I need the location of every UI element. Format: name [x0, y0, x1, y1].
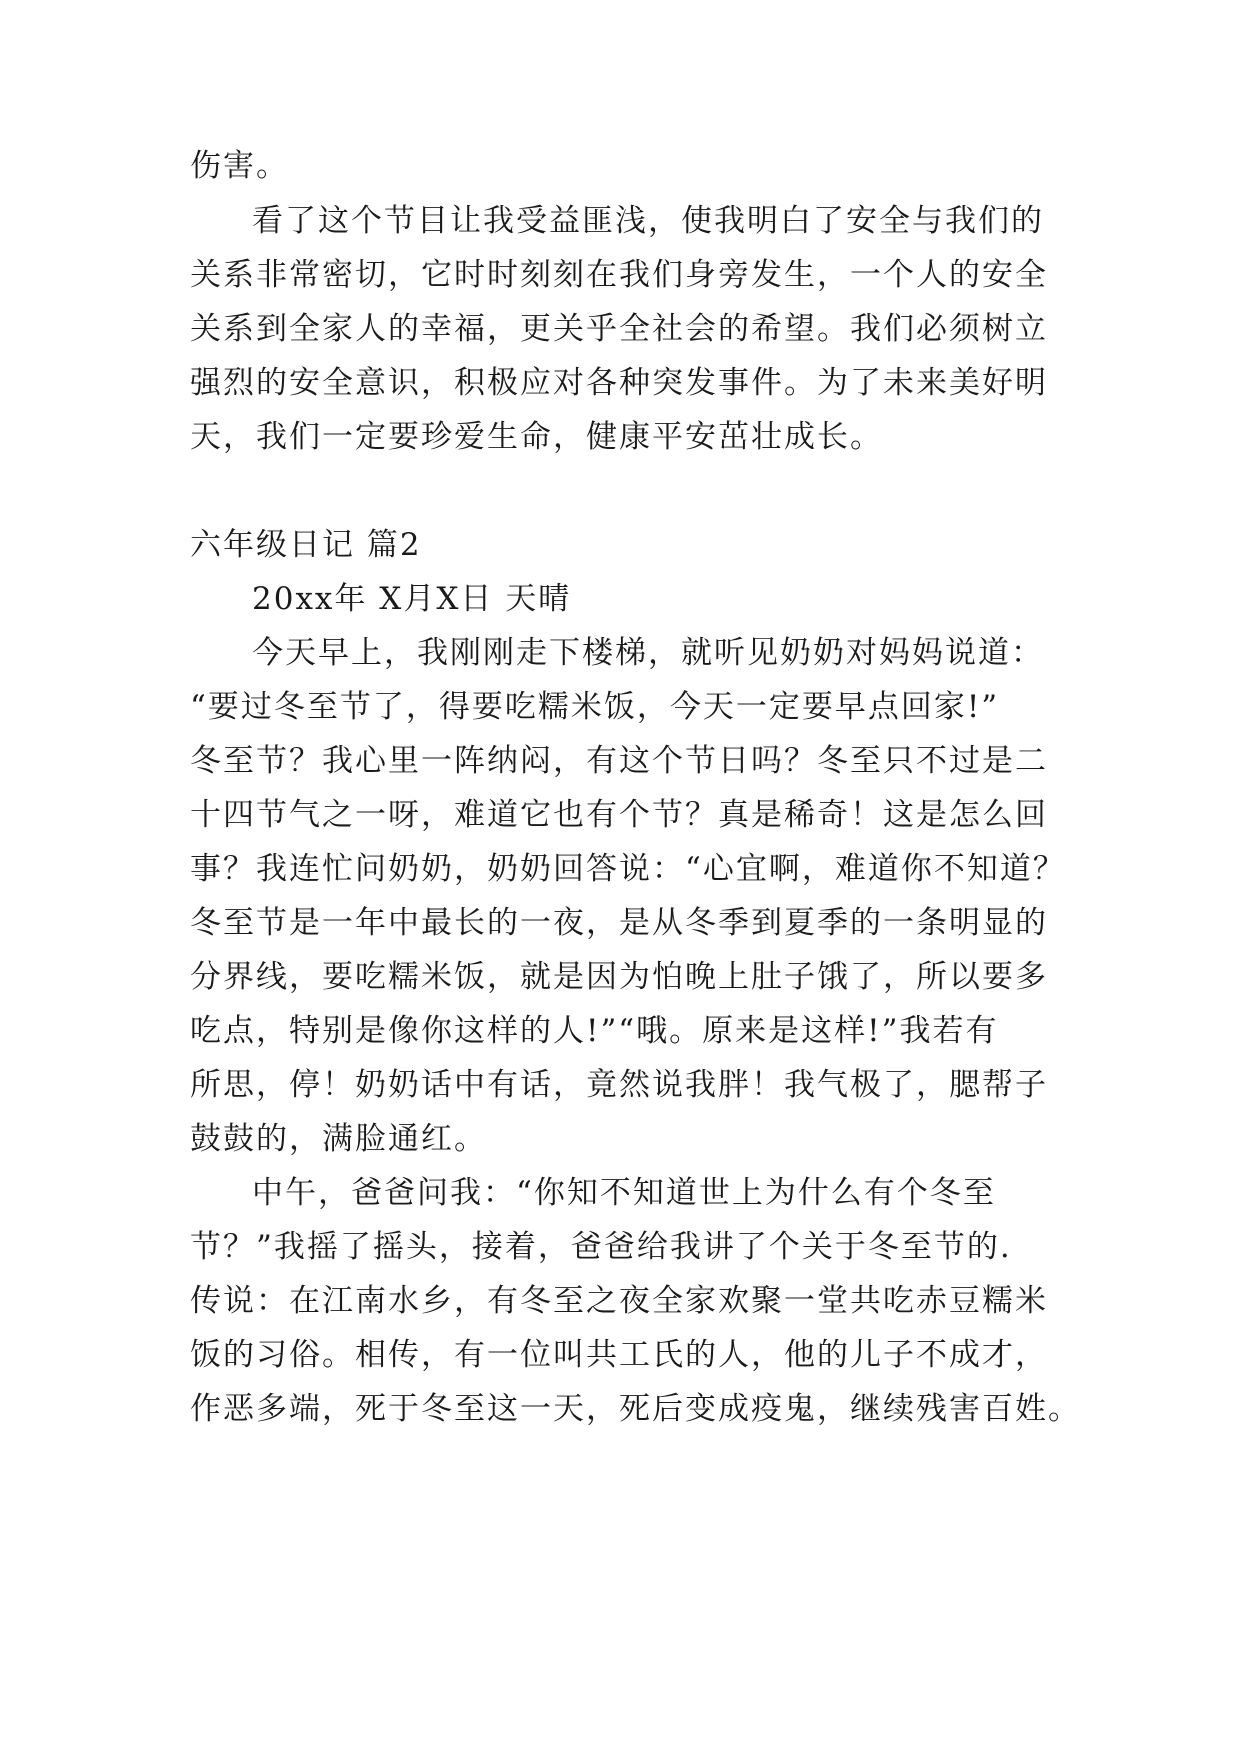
text-line: 冬至节？我心里一阵纳闷，有这个节日吗？冬至只不过是二 [190, 743, 1048, 779]
text-line: 冬至节是一年中最长的一夜，是从冬季到夏季的一条明显的 [190, 905, 1048, 941]
text-line: 伤害。 [190, 148, 289, 184]
paragraph-first-line: 看了这个节目让我受益匪浅，使我明白了安全与我们的 [252, 203, 1044, 239]
section-heading: 六年级日记 篇2 [190, 527, 422, 563]
text-line: 作恶多端，死于冬至这一天，死后变成疫鬼，继续残害百姓。 [190, 1391, 1081, 1427]
text-line: “要过冬至节了，得要吃糯米饭，今天一定要早点回家!” [190, 689, 1000, 725]
text-line: 所思，停！奶奶话中有话，竟然说我胖！我气极了，腮帮子 [190, 1067, 1048, 1103]
text-line: 事？我连忙问奶奶，奶奶回答说：“心宜啊，难道你不知道？ [190, 851, 1066, 887]
text-line: 关系到全家人的幸福，更关乎全社会的希望。我们必须树立 [190, 311, 1048, 347]
diary-date-line: 20xx年 X月X日 天晴 [252, 581, 572, 617]
text-line: 鼓鼓的，满脸通红。 [190, 1121, 487, 1157]
text-line: 十四节气之一呀，难道它也有个节？真是稀奇！这是怎么回 [190, 797, 1048, 833]
text-line: 关系非常密切，它时时刻刻在我们身旁发生，一个人的安全 [190, 257, 1048, 293]
text-line: 饭的习俗。相传，有一位叫共工氏的人，他的儿子不成才， [190, 1337, 1048, 1373]
text-line: 强烈的安全意识，积极应对各种突发事件。为了未来美好明 [190, 365, 1048, 401]
paragraph-first-line: 今天早上，我刚刚走下楼梯，就听见奶奶对妈妈说道： [252, 635, 1044, 671]
text-line: 分界线，要吃糯米饭，就是因为怕晚上肚子饿了，所以要多 [190, 959, 1048, 995]
text-line: 天，我们一定要珍爱生命，健康平安茁壮成长。 [190, 419, 883, 455]
text-line: 吃点，特别是像你这样的人!”“哦。原来是这样!”我若有 [190, 1013, 999, 1049]
paragraph-first-line: 中午，爸爸问我：“你知不知道世上为什么有个冬至 [252, 1175, 996, 1211]
text-line: 节？”我摇了摇头，接着，爸爸给我讲了个关于冬至节的. [190, 1229, 1012, 1265]
text-line: 传说：在江南水乡，有冬至之夜全家欢聚一堂共吃赤豆糯米 [190, 1283, 1048, 1319]
